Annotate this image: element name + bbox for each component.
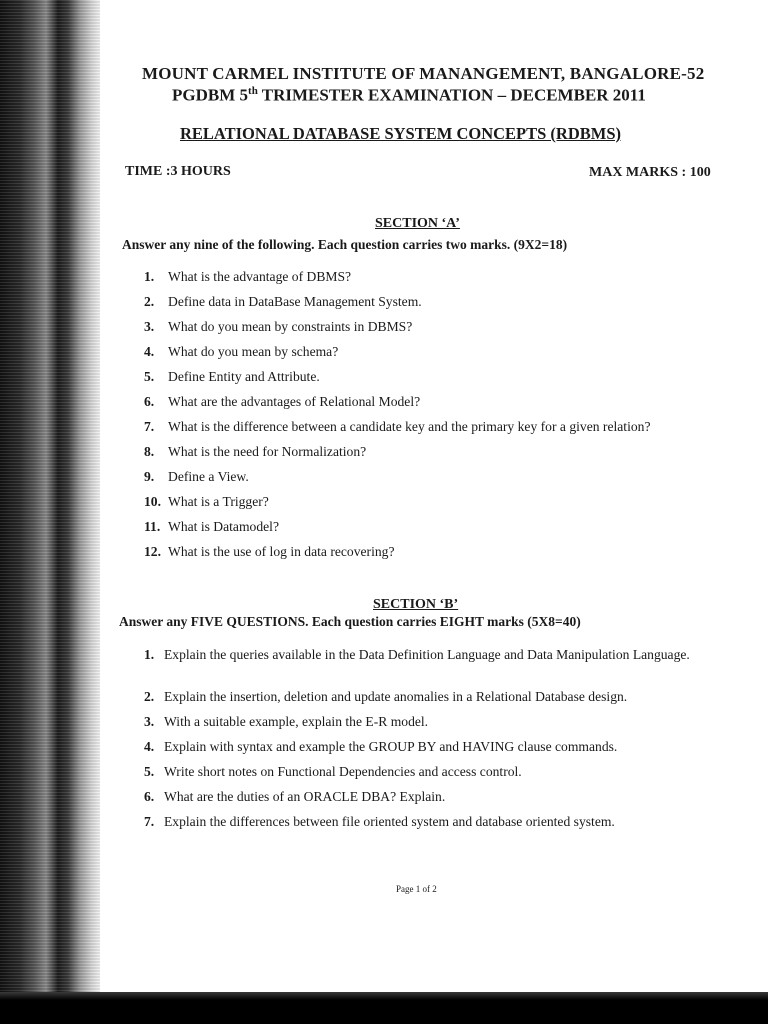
question-text: What do you mean by constraints in DBMS? — [168, 319, 413, 334]
question-text: Explain the queries available in the Data Definition Language and Data Manipulation Language. — [164, 647, 690, 662]
question-text: What is a Trigger? — [168, 494, 269, 509]
question-number: 5. — [144, 369, 155, 384]
question-text: What is the need for Normalization? — [168, 444, 367, 459]
exam-page — [100, 0, 768, 992]
question-number: 9. — [144, 469, 155, 484]
question-text: Define data in DataBase Management System. — [168, 294, 422, 309]
question-text: What are the duties of an ORACLE DBA? Explain. — [164, 789, 446, 804]
question-number: 1. — [144, 269, 155, 284]
question-item — [144, 764, 694, 789]
question-item — [144, 319, 651, 344]
exam-title-prefix: PGDBM 5 — [172, 85, 249, 105]
question-item — [144, 444, 651, 469]
question-number: 2. — [144, 294, 155, 309]
question-number: 2. — [144, 689, 155, 704]
question-item — [144, 294, 651, 319]
exam-title-suffix: TRIMESTER EXAMINATION – DECEMBER 2011 — [257, 85, 646, 105]
question-number: 4. — [144, 739, 155, 754]
question-item — [144, 369, 651, 394]
question-number: 8. — [144, 444, 155, 459]
exam-title — [172, 85, 646, 106]
question-text: Define Entity and Attribute. — [168, 369, 320, 384]
question-text: What do you mean by schema? — [168, 344, 339, 359]
question-text: What are the advantages of Relational Model? — [168, 394, 421, 409]
exam-title-sup: th — [248, 85, 258, 97]
question-text: With a suitable example, explain the E-R model. — [164, 714, 429, 729]
question-number: 3. — [144, 319, 155, 334]
question-number: 6. — [144, 789, 155, 804]
question-text: What is the difference between a candidate key and the primary key for a given relation? — [168, 419, 651, 434]
question-item — [144, 789, 694, 814]
question-text: Define a View. — [168, 469, 249, 484]
exam-time: TIME :3 HOURS — [125, 164, 231, 179]
question-item — [144, 494, 651, 519]
question-text: Explain the differences between file oriented system and database oriented system. — [164, 814, 615, 829]
question-item — [144, 714, 694, 739]
question-number: 11. — [144, 519, 161, 534]
question-number: 7. — [144, 814, 155, 829]
question-number: 3. — [144, 714, 155, 729]
page-number: Page 1 of 2 — [396, 884, 437, 894]
question-number: 12. — [144, 544, 161, 559]
question-item — [144, 689, 694, 714]
question-number: 10. — [144, 494, 161, 509]
subject-title: RELATIONAL DATABASE SYSTEM CONCEPTS (RDBMS) — [180, 124, 621, 143]
question-text: What is Datamodel? — [168, 519, 279, 534]
institute-title: MOUNT CARMEL INSTITUTE OF MANANGEMENT, BANGALORE-52 — [142, 64, 705, 83]
section-a-question-list — [144, 269, 651, 569]
section-a-instruction: Answer any nine of the following. Each question carries two marks. (9X2=18) — [122, 237, 568, 252]
scan-bottom-edge — [0, 992, 768, 1024]
question-item — [144, 469, 651, 494]
question-number: 1. — [144, 647, 155, 662]
question-number: 4. — [144, 344, 155, 359]
section-b-instruction: Answer any FIVE QUESTIONS. Each question carries EIGHT marks (5X8=40) — [119, 614, 581, 629]
question-text: Write short notes on Functional Dependencies and access control. — [164, 764, 522, 779]
question-item — [144, 344, 651, 369]
question-item — [144, 419, 651, 444]
question-item — [144, 519, 651, 544]
question-number: 7. — [144, 419, 155, 434]
question-item — [144, 394, 651, 419]
section-b-question-list — [144, 647, 694, 839]
question-item — [144, 647, 694, 689]
question-text: What is the use of log in data recovering? — [168, 544, 395, 559]
scan-binding-texture — [0, 0, 100, 1024]
max-marks: MAX MARKS : 100 — [589, 165, 711, 180]
question-number: 6. — [144, 394, 155, 409]
question-item — [144, 544, 651, 569]
question-text: Explain the insertion, deletion and update anomalies in a Relational Database design. — [164, 689, 628, 704]
section-a-title: SECTION ‘A’ — [375, 216, 460, 231]
question-item — [144, 269, 651, 294]
question-item — [144, 814, 694, 839]
question-text: Explain with syntax and example the GROUP BY and HAVING clause commands. — [164, 739, 618, 754]
section-b-title: SECTION ‘B’ — [373, 597, 459, 612]
question-item — [144, 739, 694, 764]
question-number: 5. — [144, 764, 155, 779]
question-text: What is the advantage of DBMS? — [168, 269, 352, 284]
